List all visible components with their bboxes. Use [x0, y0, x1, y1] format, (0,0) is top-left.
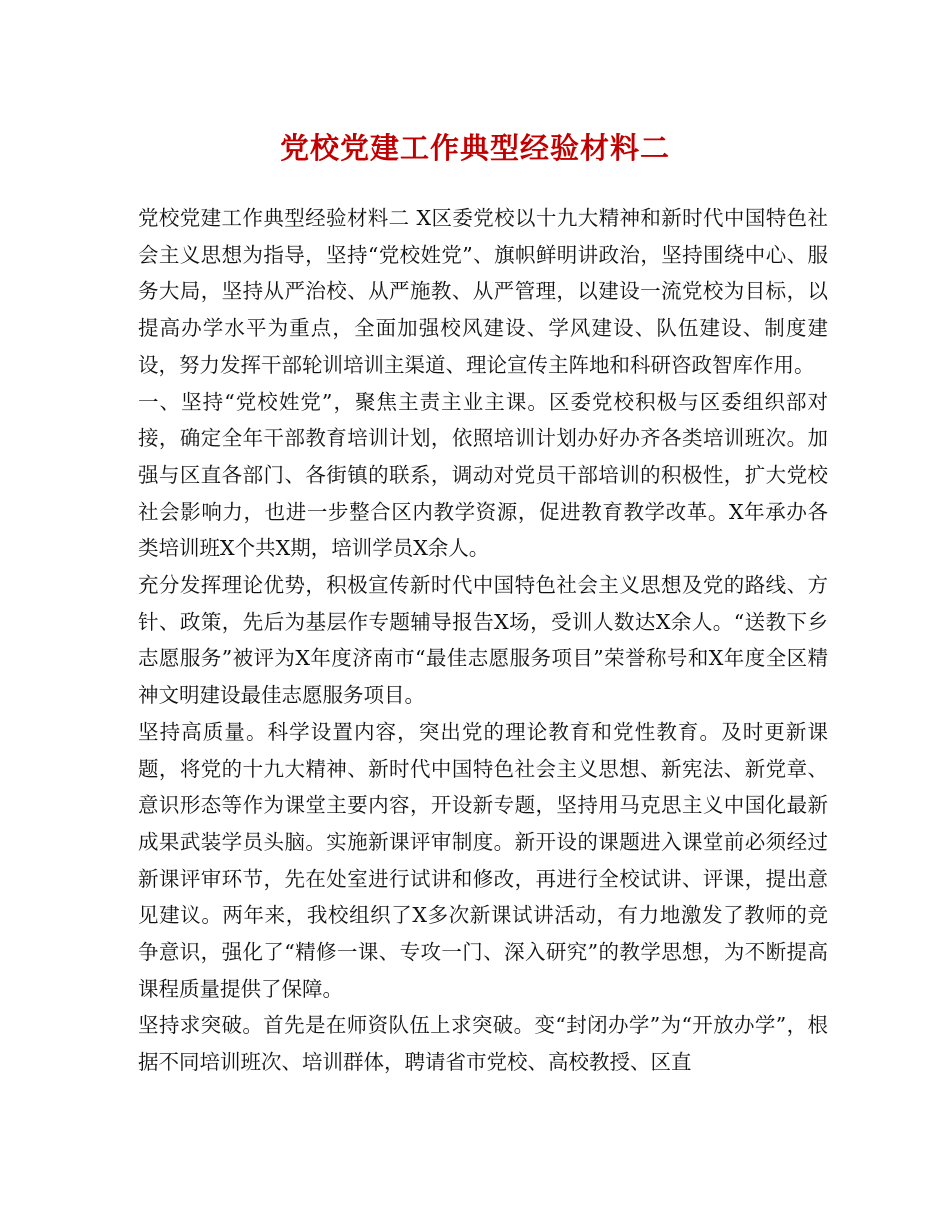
paragraph-breakthrough: 坚持求突破。首先是在师资队伍上求突破。变“封闭办学”为“开放办学”，根据不同培训班次、培训群体，聘请省市党校、高校教授、区直 [138, 1013, 828, 1075]
document-body [138, 200, 828, 1081]
paragraph-theory-advantage: 充分发挥理论优势，积极宣传新时代中国特色社会主义思想及党的路线、方针、政策，先后为基层作专题辅导报告X场，受训人数达X余人。“送教下乡志愿服务”被评为X年度济南市“最佳志愿服务项目”荣誉称号和X年度全区精神文明建设最佳志愿服务项目。 [138, 573, 828, 708]
paragraph-high-quality: 坚持高质量。科学设置内容，突出党的理论教育和党性教育。及时更新课题，将党的十九大精神、新时代中国特色社会主义思想、新宪法、新党章、意识形态等作为课堂主要内容，开设新专题，坚持用马克思主义中国化最新成果武装学员头脑。实施新课评审制度。新开设的课题进入课堂前必须经过新课评审环节，先在处室进行试讲和修改，再进行全校试讲、评课，提出意见建议。两年来，我校组织了X多次新课试讲活动，有力地激发了教师的竞争意识，强化了“精修一课、专攻一门、深入研究”的教学思想，为不断提高课程质量提供了保障。 [138, 719, 828, 1001]
document-title: 党校党建工作典型经验材料二 [279, 131, 670, 165]
paragraph-section-one: 一、坚持“党校姓党”，聚焦主责主业主课。区委党校积极与区委组织部对接，确定全年干部教育培训计划，依照培训计划办好办齐各类培训班次。加强与区直各部门、各街镇的联系，调动对党员干部培训的积极性，扩大党校社会影响力，也进一步整合区内教学资源，促进教育教学改革。X年承办各类培训班X个共X期，培训学员X余人。 [138, 389, 828, 561]
paragraph-intro: 党校党建工作典型经验材料二 X区委党校以十九大精神和新时代中国特色社会主义思想为指导，坚持“党校姓党”、旗帜鲜明讲政治，坚持围绕中心、服务大局，坚持从严治校、从严施教、从严管理，以建设一流党校为目标，以提高办学水平为重点，全面加强校风建设、学风建设、队伍建设、制度建设，努力发挥干部轮训培训主渠道、理论宣传主阵地和科研咨政智库作用。 [138, 206, 828, 377]
